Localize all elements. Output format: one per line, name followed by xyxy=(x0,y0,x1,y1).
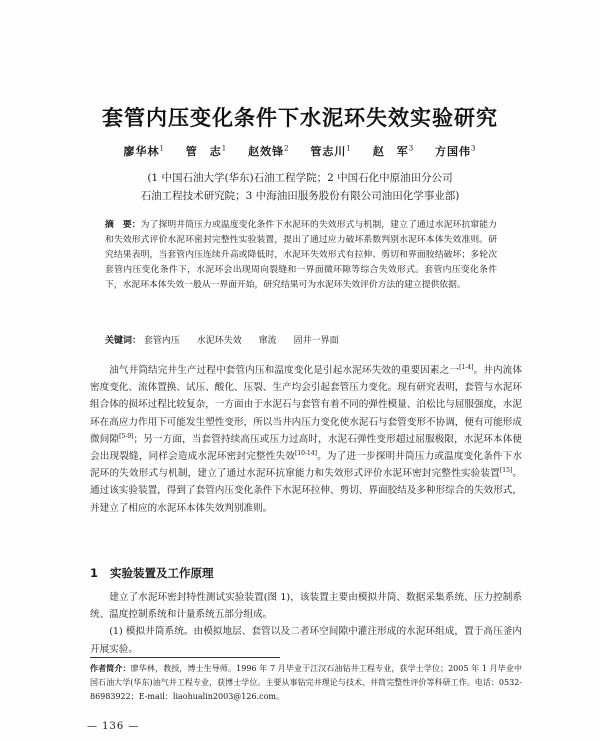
section-heading xyxy=(90,565,522,581)
introduction xyxy=(90,362,522,517)
section-paragraph: (1) 模拟井筒系统。由模拟地层、套管以及二者环空间隙中灌注形成的水泥环组成，置于高压釜内开展实验。 xyxy=(90,626,522,655)
keyword: 套管内压 xyxy=(143,336,180,346)
keyword: 窜流 xyxy=(258,336,277,346)
author-footnote xyxy=(90,662,522,704)
page-number: — 136 — xyxy=(87,721,140,732)
author: 廖华林$^1$ xyxy=(123,144,165,158)
keyword: 水泥环失效 xyxy=(196,336,242,346)
section-title: 实验装置及工作原理 xyxy=(110,566,214,580)
section-number: 1 xyxy=(90,566,99,580)
author: 管志川$^1$ xyxy=(310,144,352,158)
footnote-text: 廖华林，教授，博士生导师。1996 年 7 月毕业于江汉石油钻井工程专业，获学士学位；2005 年 1 月毕业中国石油大学(华东)油气井工程专业，获博士学位。主要从事钻完井理论与技术、井筒完整性评价等科研工作。电话：0532-86983922；E-mail：liaohualin2003@126.com。 xyxy=(90,664,523,701)
intro-paragraph: 油气井筒结完井生产过程中套管内压和温度变化是引起水泥环失效的重要因素之一[1-4]。井内流体密度变化、流体置换、试压、酸化、压裂、生产均会引起套管压力变化。现有研究表明，套管与水泥环组合体的损坏过程比较复杂，一方面由于水泥石与套管有着不同的弹性模量、泊松比与屈服强度，水泥环在高应力作用下可能发生塑性变形，所以当井内压力变化使水泥石与套管变形不协调，便有可能形成微间隙[5-9]；另一方面，当套管持续高压或压力过高时，水泥石弹性变形超过屈服极限，水泥环本体便会出现裂缝，同样会造成水泥环密封完整性失效[10-14]。为了进一步探明井筒压力或温度变化条件下水泥环的失效形式与机制，建立了通过水泥环抗窜能力和失效形式评价水泥环密封完整性实验装置[15]。通过该实验装置，得到了套管内压变化条件下水泥环拉伸、剪切、界面胶结及多种形综合的失效形式，并建立了相应的水泥环本体失效判别准则。 xyxy=(90,363,523,514)
paper-title: 套管内压变化条件下水泥环失效实验研究 xyxy=(102,106,498,130)
citation: [5-9] xyxy=(119,432,134,440)
citation: [10-14] xyxy=(295,449,317,457)
abstract xyxy=(105,218,497,293)
author: 方国伟$^3$ xyxy=(435,144,477,158)
keywords-label: 关键词： xyxy=(105,336,142,346)
author: 管 志$^1$ xyxy=(185,144,228,158)
section-body xyxy=(90,589,522,658)
affiliation-line: (1 中国石油大学(华东)石油工程学院；2 中国石化中原油田分公司 xyxy=(147,172,453,184)
author: 赵 军$^3$ xyxy=(372,144,415,158)
author: 赵效锋$^2$ xyxy=(248,144,290,158)
author-list xyxy=(0,143,600,159)
citation: [15] xyxy=(499,467,513,475)
affiliations xyxy=(60,169,540,205)
keywords xyxy=(105,334,497,348)
abstract-text: 为了探明井筒压力或温度变化条件下水泥环的失效形式与机制，建立了通过水泥环抗窜能力和失效形式评价水泥环密封完整性实验装置，提出了通过应力破坏系数判别水泥环本体失效准则。研究结果表明，当套管内压连续升高或降低时，水泥环失效形式有拉伸、剪切和界面胶结破坏；多轮次套管内压变化条件下，水泥环会出现周向裂缝和一界面微环隙等综合失效形式。套管内压变化条件下，水泥环本体失效一般从一界面开始，研究结果可为水泥环失效评价方法的建立提供依据。 xyxy=(105,220,497,290)
citation: [1-4] xyxy=(459,363,474,371)
keyword: 固井一界面 xyxy=(293,336,339,346)
abstract-label: 摘 要： xyxy=(105,220,141,230)
section-paragraph: 建立了水泥环密封特性测试实验装置(图 1)，该装置主要由模拟井筒、数据采集系统、压力控制系统、温度控制系统和计量系统五部分组成。 xyxy=(90,592,522,621)
affiliation-line: 石油工程技术研究院；3 中海油田服务股份有限公司油田化学事业部) xyxy=(140,190,460,202)
footnote-label: 作者简介： xyxy=(90,664,131,673)
footnote-rule xyxy=(90,657,280,658)
